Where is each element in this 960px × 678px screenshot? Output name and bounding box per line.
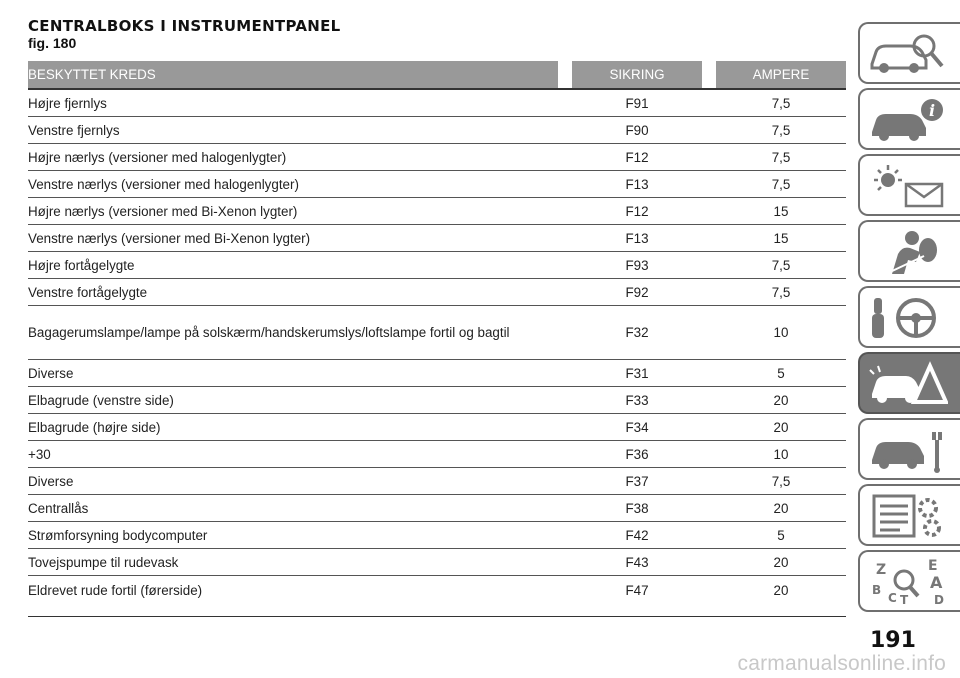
circuit-cell: Elbagrude (venstre side) (28, 387, 558, 414)
chapter-tab-safety[interactable] (858, 220, 960, 282)
index-letter: Z (876, 562, 887, 578)
circuit-cell: Diverse (28, 360, 558, 387)
index-letter: C (888, 591, 897, 605)
fuse-cell: F36 (572, 441, 702, 468)
circuit-cell: Eldrevet rude fortil (førerside) (28, 576, 558, 617)
index-letter: A (930, 573, 943, 592)
table-row (28, 279, 846, 306)
ampere-cell: 7,5 (716, 171, 846, 198)
circuit-cell: Højre nærlys (versioner med Bi-Xenon lygter) (28, 198, 558, 225)
circuit-cell: Diverse (28, 468, 558, 495)
table-row (28, 549, 846, 576)
table-row (28, 171, 846, 198)
circuit-cell: Tovejspumpe til rudevask (28, 549, 558, 576)
figure-reference: fig. 180 (28, 35, 77, 51)
car-magnifier-icon (868, 30, 948, 78)
fuse-cell: F32 (572, 306, 702, 360)
table-row (28, 89, 846, 117)
fuse-cell: F37 (572, 468, 702, 495)
table-header-row (28, 61, 846, 89)
chapter-tab-index[interactable] (858, 550, 960, 612)
car-info-icon (868, 96, 948, 144)
ampere-cell: 20 (716, 414, 846, 441)
circuit-cell: Venstre fjernlys (28, 117, 558, 144)
table-row (28, 252, 846, 279)
airbag-seat-icon (868, 228, 948, 276)
fuse-cell: F42 (572, 522, 702, 549)
chapter-tab-technical-data[interactable] (858, 484, 960, 546)
table-row (28, 144, 846, 171)
fuse-cell: F34 (572, 414, 702, 441)
spec-list-gear-icon (868, 492, 948, 540)
alphabet-index-icon (868, 558, 948, 606)
ampere-cell: 7,5 (716, 279, 846, 306)
circuit-cell: Elbagrude (højre side) (28, 414, 558, 441)
ampere-cell: 15 (716, 225, 846, 252)
table-row (28, 441, 846, 468)
fuse-cell: F12 (572, 144, 702, 171)
index-letter: D (934, 593, 944, 606)
ampere-cell: 5 (716, 522, 846, 549)
circuit-cell: Højre fortågelygte (28, 252, 558, 279)
chapter-tab-maintenance[interactable] (858, 418, 960, 480)
circuit-cell: Strømforsyning bodycomputer (28, 522, 558, 549)
column-header-ampere: AMPERE (716, 61, 846, 89)
table-row (28, 495, 846, 522)
fuse-cell: F90 (572, 117, 702, 144)
table-row (28, 306, 846, 360)
index-letter: T (900, 593, 909, 606)
column-header-fuse: SIKRING (572, 61, 702, 89)
ampere-cell: 10 (716, 441, 846, 468)
page-number: 191 (870, 628, 916, 653)
car-wrench-icon (868, 426, 948, 474)
circuit-cell: +30 (28, 441, 558, 468)
ampere-cell: 7,5 (716, 144, 846, 171)
circuit-cell: Højre nærlys (versioner med halogenlygter) (28, 144, 558, 171)
chapter-tab-warning-lights[interactable] (858, 154, 960, 216)
ampere-cell: 20 (716, 387, 846, 414)
chapter-tab-car-overview[interactable] (858, 22, 960, 84)
table-row (28, 468, 846, 495)
fuse-cell: F33 (572, 387, 702, 414)
fuse-cell: F31 (572, 360, 702, 387)
key-steering-wheel-icon (868, 294, 948, 342)
circuit-cell: Venstre fortågelygte (28, 279, 558, 306)
fuse-cell: F93 (572, 252, 702, 279)
table-row (28, 387, 846, 414)
fuse-cell: F91 (572, 89, 702, 117)
circuit-cell: Centrallås (28, 495, 558, 522)
fuse-cell: F12 (572, 198, 702, 225)
ampere-cell: 20 (716, 576, 846, 617)
fuse-cell: F13 (572, 171, 702, 198)
fuse-cell: F47 (572, 576, 702, 617)
index-letter: E (928, 558, 938, 574)
table-row (28, 522, 846, 549)
column-header-circuit: BESKYTTET KREDS (28, 61, 558, 89)
fuse-table (28, 61, 846, 617)
table-row (28, 360, 846, 387)
ampere-cell: 20 (716, 495, 846, 522)
chapter-tab-car-info[interactable] (858, 88, 960, 150)
car-breakdown-warning-icon (868, 360, 948, 408)
circuit-cell: Venstre nærlys (versioner med Bi-Xenon lygter) (28, 225, 558, 252)
chapter-tab-starting-driving[interactable] (858, 286, 960, 348)
fuse-cell: F92 (572, 279, 702, 306)
index-letter: B (872, 583, 882, 597)
ampere-cell: 20 (716, 549, 846, 576)
ampere-cell: 7,5 (716, 89, 846, 117)
section-title: CENTRALBOKS I INSTRUMENTPANEL (28, 17, 341, 35)
fuse-cell: F13 (572, 225, 702, 252)
warning-light-envelope-icon (868, 162, 948, 210)
circuit-cell: Højre fjernlys (28, 89, 558, 117)
ampere-cell: 7,5 (716, 117, 846, 144)
circuit-cell: Venstre nærlys (versioner med halogenlygter) (28, 171, 558, 198)
ampere-cell: 5 (716, 360, 846, 387)
ampere-cell: 7,5 (716, 468, 846, 495)
watermark: carmanualsonline.info (737, 652, 946, 675)
table-row (28, 576, 846, 617)
circuit-cell: Bagagerumslampe/lampe på solskærm/handskerumslys/loftslampe fortil og bagtil (28, 306, 558, 360)
svg-text:i: i (928, 101, 936, 120)
table-row (28, 117, 846, 144)
fuse-cell: F43 (572, 549, 702, 576)
ampere-cell: 10 (716, 306, 846, 360)
table-row (28, 198, 846, 225)
table-row (28, 414, 846, 441)
ampere-cell: 15 (716, 198, 846, 225)
ampere-cell: 7,5 (716, 252, 846, 279)
chapter-tabs (858, 22, 960, 616)
table-row (28, 225, 846, 252)
chapter-tab-emergency[interactable] (858, 352, 960, 414)
fuse-cell: F38 (572, 495, 702, 522)
